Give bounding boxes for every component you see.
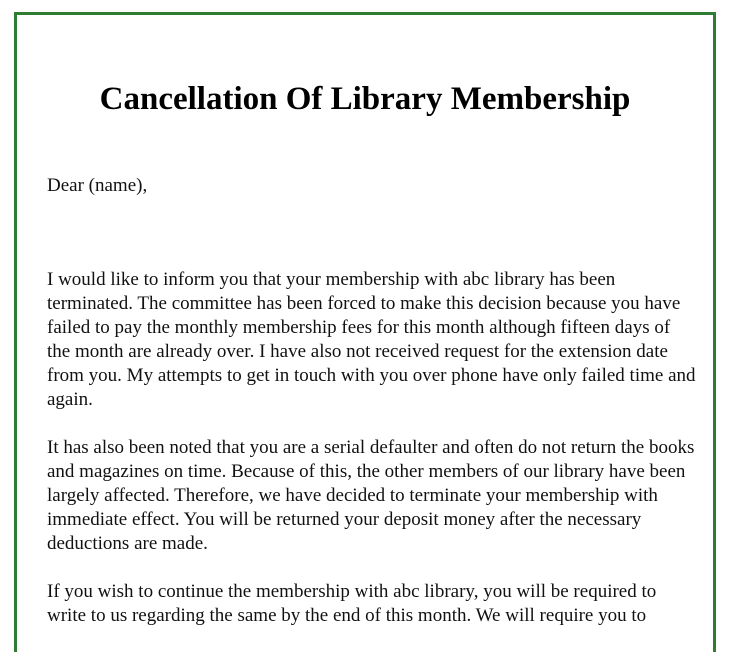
paragraph-defaulter-notice: It has also been noted that you are a serial defaulter and often do not return the books and magazines on time. Because of this, the other members of our library have been largely affected. Therefore, we have decided to terminate your membership with immediate effect. You will be returned your deposit money after the necessary deductions are made. — [47, 437, 695, 554]
letter-page — [14, 12, 716, 652]
salutation: Dear (name), — [47, 175, 148, 196]
letter-title: Cancellation Of Library Membership — [99, 81, 631, 117]
paragraph-continuation-option: If you wish to continue the membership with abc library, you will be required to write to us regarding the same by the end of this month. We will require you to — [47, 581, 657, 626]
paragraph-termination-notice: I would like to inform you that your membership with abc library has been terminated. The committee has been forced to make this decision because you have failed to pay the monthly membership fees for this month although fifteen days of the month are already over. I have also not received request for the extension date from you. My attempts to get in touch with you over phone have only failed time and again. — [47, 269, 696, 410]
